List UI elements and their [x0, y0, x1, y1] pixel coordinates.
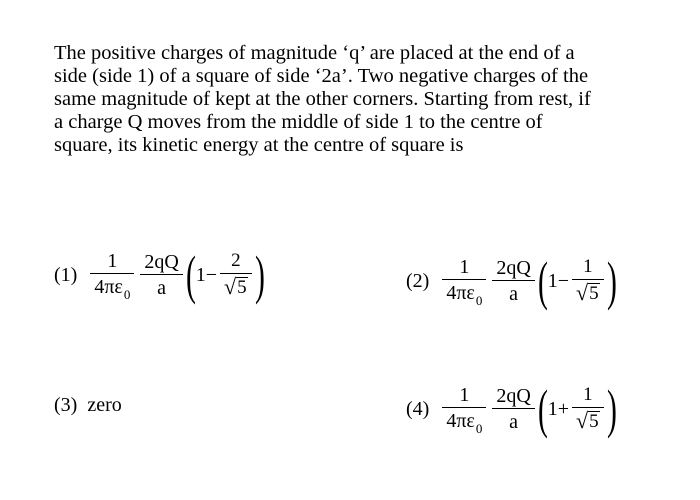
- option-number: (4): [406, 397, 430, 420]
- option-2[interactable]: (2) $\frac{1}{4\pi\varepsilon_0}$ $\frac{2qQ}{a}$ ( 1 − 1 √ 5 ): [406, 251, 617, 311]
- question-text: [54, 42, 626, 157]
- option-4[interactable]: (4) $\frac{1}{4\pi\varepsilon_0}$ $\frac{2qQ}{a}$ ( 1 + 1 √ 5 ): [406, 379, 617, 439]
- question-line: same magnitude of kept at the other corners. Starting from rest, if: [54, 88, 591, 110]
- option-number: (3): [54, 394, 78, 416]
- coulomb-constant-fraction: $\frac{1}{4\pi\varepsilon_0}$: [90, 250, 134, 300]
- question-line: square, its kinetic energy at the centre of square is: [54, 134, 464, 156]
- root-fraction: 1 √ 5: [572, 256, 604, 306]
- option-number: (2): [406, 269, 430, 292]
- question-line: side (side 1) of a square of side ‘2a’. Two negative charges of the: [54, 65, 589, 87]
- option-number: (1): [54, 263, 78, 286]
- root-fraction: 2 √ 5: [220, 250, 252, 300]
- charge-fraction: $\frac{2qQ}{a}$: [492, 257, 534, 305]
- option-3[interactable]: [54, 394, 122, 417]
- charge-fraction: $\frac{2qQ}{a}$: [492, 385, 534, 433]
- option-1[interactable]: (1) $\frac{1}{4\pi\varepsilon_0}$ $\frac{2qQ}{a}$ ( 1 − 2 √ 5 ): [54, 245, 265, 305]
- bracket-expression: 1 − 2 √ 5: [196, 250, 255, 300]
- option-text: zero: [87, 394, 122, 416]
- bracket-expression: 1 − 1 √ 5: [548, 256, 607, 306]
- charge-fraction: $\frac{2qQ}{a}$: [140, 251, 182, 299]
- question-line: a charge Q moves from the middle of side 1 to the centre of: [54, 111, 543, 133]
- question-line: The positive charges of magnitude ‘q’ are placed at the end of a: [54, 42, 575, 64]
- bracket-expression: 1 + 1 √ 5: [548, 384, 607, 434]
- root-fraction: 1 √ 5: [572, 384, 604, 434]
- coulomb-constant-fraction: $\frac{1}{4\pi\varepsilon_0}$: [442, 256, 486, 306]
- coulomb-constant-fraction: $\frac{1}{4\pi\varepsilon_0}$: [442, 384, 486, 434]
